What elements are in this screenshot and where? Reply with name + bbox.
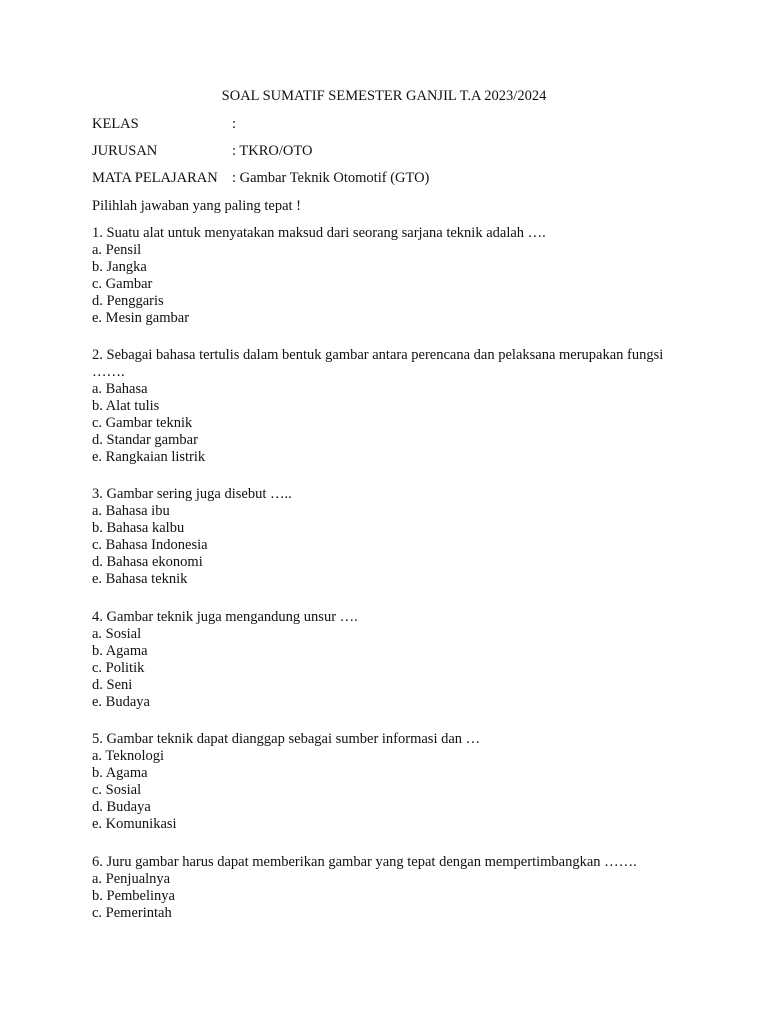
answer-option: d. Budaya	[92, 799, 151, 815]
answer-option: e. Bahasa teknik	[92, 571, 188, 587]
meta-value-mata-pelajaran: : Gambar Teknik Otomotif (GTO)	[232, 170, 430, 186]
meta-row-jurusan	[92, 143, 312, 160]
answer-option: b. Agama	[92, 765, 148, 781]
answer-option: b. Jangka	[92, 259, 147, 275]
document-title: SOAL SUMATIF SEMESTER GANJIL T.A 2023/2024	[221, 88, 547, 104]
meta-row-kelas	[92, 116, 236, 133]
answer-option: a. Bahasa	[92, 381, 148, 397]
question-4	[92, 609, 682, 711]
meta-label-mata-pelajaran: MATA PELAJARAN	[92, 170, 218, 186]
answer-option: b. Bahasa kalbu	[92, 520, 185, 536]
answer-option: d. Standar gambar	[92, 432, 198, 448]
answer-options	[92, 381, 682, 466]
question-text: 4. Gambar teknik juga mengandung unsur ….	[92, 609, 358, 625]
question-3	[92, 486, 682, 588]
answer-options	[92, 748, 682, 833]
meta-value-kelas: :	[232, 116, 237, 132]
answer-option: c. Pemerintah	[92, 905, 172, 921]
answer-option: c. Politik	[92, 660, 145, 676]
answer-options	[92, 503, 682, 588]
answer-options	[92, 871, 682, 922]
answer-option: c. Bahasa Indonesia	[92, 537, 208, 553]
question-1	[92, 225, 682, 327]
meta-value-jurusan: : TKRO/OTO	[232, 143, 313, 159]
answer-option: e. Budaya	[92, 694, 150, 710]
answer-option: e. Komunikasi	[92, 816, 177, 832]
answer-option: d. Bahasa ekonomi	[92, 554, 203, 570]
answer-option: e. Rangkaian listrik	[92, 449, 206, 465]
answer-option: b. Agama	[92, 643, 148, 659]
question-2	[92, 347, 682, 466]
answer-option: a. Bahasa ibu	[92, 503, 170, 519]
answer-option: d. Seni	[92, 677, 133, 693]
answer-option: e. Mesin gambar	[92, 310, 190, 326]
question-text: 3. Gambar sering juga disebut …..	[92, 486, 292, 502]
answer-option: a. Penjualnya	[92, 871, 171, 887]
question-text: 1. Suatu alat untuk menyatakan maksud dari seorang sarjana teknik adalah ….	[92, 225, 546, 241]
answer-option: a. Pensil	[92, 242, 142, 258]
question-text: 6. Juru gambar harus dapat memberikan gambar yang tepat dengan mempertimbangkan …….	[92, 854, 637, 870]
meta-row-mata-pelajaran	[92, 170, 429, 187]
answer-options	[92, 626, 682, 711]
answer-option: c. Sosial	[92, 782, 142, 798]
question-5	[92, 731, 682, 833]
answer-option: a. Teknologi	[92, 748, 165, 764]
question-6	[92, 854, 682, 922]
answer-options	[92, 242, 682, 327]
meta-label-kelas: KELAS	[92, 116, 139, 132]
answer-option: d. Penggaris	[92, 293, 164, 309]
meta-label-jurusan: JURUSAN	[92, 143, 158, 159]
question-text: 5. Gambar teknik dapat dianggap sebagai sumber informasi dan …	[92, 731, 481, 747]
answer-option: b. Pembelinya	[92, 888, 175, 904]
answer-option: a. Sosial	[92, 626, 142, 642]
instruction-text: Pilihlah jawaban yang paling tepat !	[92, 198, 301, 214]
answer-option: c. Gambar	[92, 276, 153, 292]
answer-option: b. Alat tulis	[92, 398, 160, 414]
answer-option: c. Gambar teknik	[92, 415, 193, 431]
question-text: 2. Sebagai bahasa tertulis dalam bentuk gambar antara perencana dan pelaksana merupakan fungsi …….	[92, 347, 664, 380]
